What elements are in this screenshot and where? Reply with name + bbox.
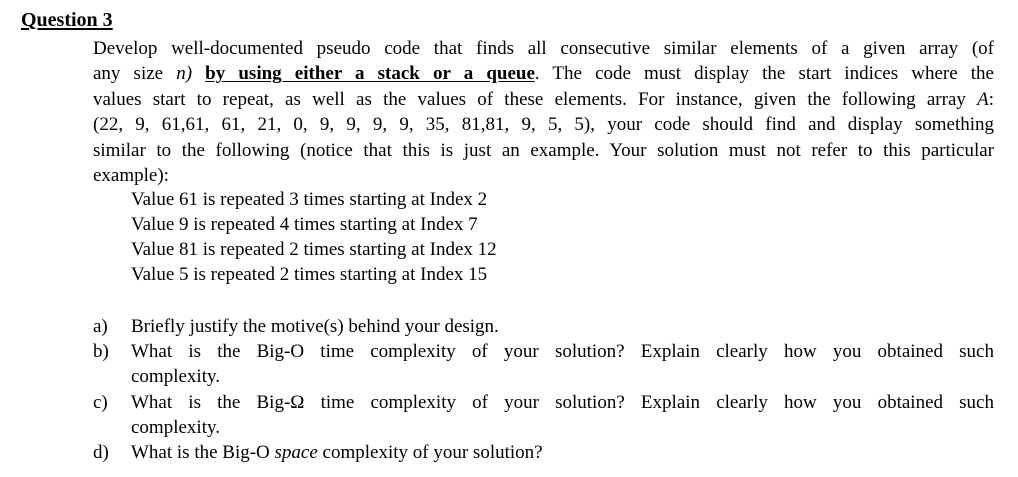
intro-line-6: example): bbox=[93, 165, 169, 187]
subquestion-marker: a) bbox=[93, 316, 108, 337]
intro-line-2-text-c: . The code must display the start indices where the bbox=[534, 63, 994, 85]
subquestion-marker: d) bbox=[93, 442, 109, 464]
intro-line-2-space bbox=[192, 63, 205, 84]
subquestion-d-text-a: What is the Big-O bbox=[131, 442, 275, 464]
subquestion-text: What is the Big-Ω time complexity of your solution? Explain clearly how you obtained such bbox=[131, 391, 994, 413]
subquestion-text-continued: complexity. bbox=[131, 366, 220, 388]
intro-line-1: Develop well-documented pseudo code that finds all consecutive similar elements of a given array (of bbox=[93, 38, 994, 59]
subquestion-text: What is the Big-O time complexity of your solution? Explain clearly how you obtained such bbox=[131, 341, 994, 363]
subquestion-d bbox=[93, 440, 994, 465]
subquestion-marker: c) bbox=[93, 391, 108, 413]
subquestion-text: Briefly justify the motive(s) behind your design. bbox=[131, 316, 499, 337]
subquestion-b bbox=[93, 339, 994, 389]
subquestion-a bbox=[93, 314, 994, 339]
question-heading: Question 3 bbox=[21, 9, 113, 31]
question-intro bbox=[93, 36, 994, 188]
space-emphasis: space bbox=[274, 442, 318, 464]
array-name-variable: A bbox=[977, 88, 989, 110]
intro-line-4: (22, 9, 61,61, 61, 21, 0, 9, 9, 9, 9, 35, 81,81, 9, 5, 5), your code should find and display something bbox=[93, 114, 994, 136]
stack-or-queue-requirement: by using either a stack or a queue bbox=[205, 63, 535, 85]
subquestion-list bbox=[93, 314, 994, 465]
subquestion-c bbox=[93, 390, 994, 440]
intro-line-3-text-b: : bbox=[988, 88, 994, 110]
example-output bbox=[131, 187, 497, 287]
subquestion-text bbox=[131, 440, 994, 465]
example-line: Value 81 is repeated 2 times starting at Index 12 bbox=[131, 239, 497, 260]
subquestion-marker: b) bbox=[93, 341, 109, 363]
intro-line-3-text-a: values start to repeat, as well as the values of these elements. For instance, given the following array bbox=[93, 88, 978, 110]
example-line: Value 61 is repeated 3 times starting at Index 2 bbox=[131, 189, 488, 210]
intro-line-2-text-a: any size bbox=[93, 63, 177, 85]
array-size-variable: n) bbox=[176, 63, 193, 85]
example-line: Value 5 is repeated 2 times starting at Index 15 bbox=[131, 264, 488, 285]
subquestion-text-continued: complexity. bbox=[131, 416, 220, 438]
intro-line-3 bbox=[93, 87, 994, 112]
example-line: Value 9 is repeated 4 times starting at Index 7 bbox=[131, 214, 478, 235]
intro-line-5: similar to the following (notice that this is just an example. Your solution must not refer to this particular bbox=[93, 139, 994, 161]
intro-line-2 bbox=[93, 61, 994, 86]
subquestion-d-text-b: complexity of your solution? bbox=[317, 442, 543, 464]
